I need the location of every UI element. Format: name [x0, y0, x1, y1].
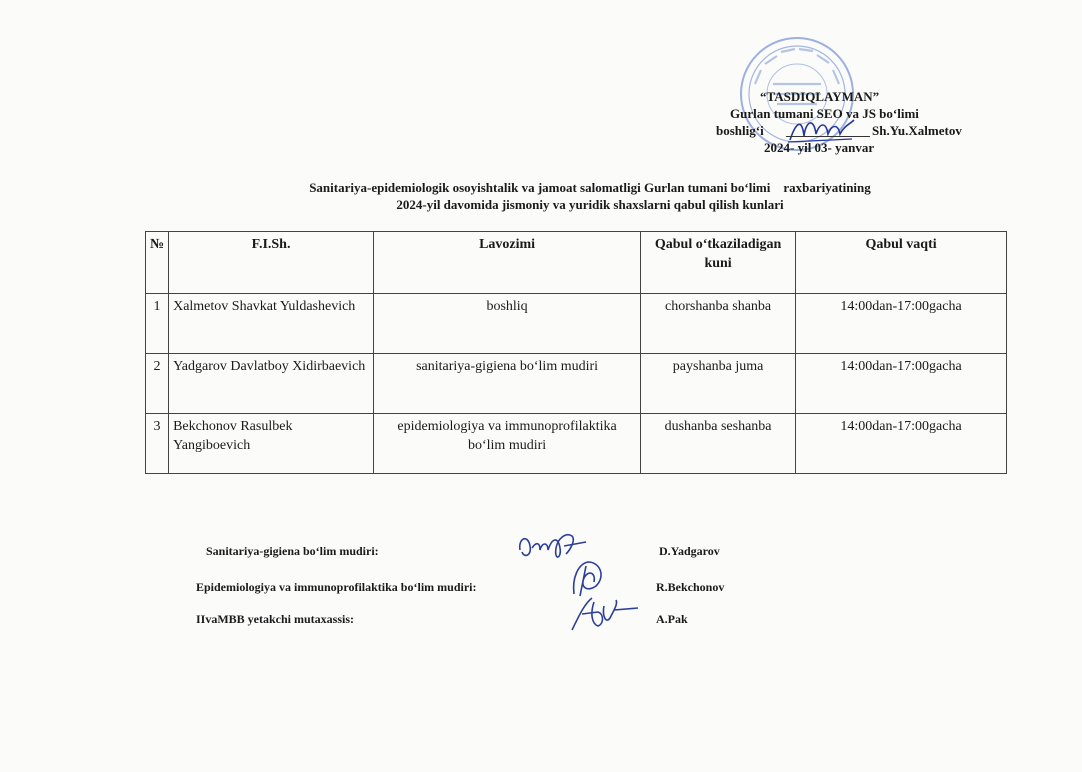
approval-heading: “TASDIQLAYMAN” — [760, 89, 880, 104]
signature-role: Sanitariya-gigiena bo‘lim mudiri: — [206, 544, 379, 558]
row-name: Yadgarov Davlatboy Xidirbaevich — [169, 354, 374, 414]
handwritten-signature-2 — [566, 558, 610, 598]
title-line-1: Sanitariya-epidemiologik osoyishtalik va jamoat salomatligi Gurlan tumani bo‘limi raxbariyatining — [309, 180, 871, 195]
row-number: 3 — [146, 414, 169, 474]
header-position: Lavozimi — [374, 232, 641, 294]
approval-role: boshlig‘i — [716, 123, 764, 138]
row-position: boshliq — [374, 294, 641, 354]
header-fullname: F.I.Sh. — [169, 232, 374, 294]
row-name: Bekchonov Rasulbek Yangiboevich — [169, 414, 374, 474]
signature-name: A.Pak — [656, 612, 688, 626]
row-position: epidemiologiya va immunoprofilaktika bo‘lim mudiri — [374, 414, 641, 474]
header-number: № — [146, 232, 169, 294]
row-name: Xalmetov Shavkat Yuldashevich — [169, 294, 374, 354]
row-time: 14:00dan-17:00gacha — [796, 414, 1007, 474]
header-reception-time: Qabul vaqti — [796, 232, 1007, 294]
handwritten-signature-3 — [568, 594, 640, 634]
signature-role: IIvaMBB yetakchi mutaxassis: — [196, 612, 355, 626]
row-time: 14:00dan-17:00gacha — [796, 294, 1007, 354]
title-line-2: 2024-yil davomida jismoniy va yuridik shaxslarni qabul qilish kunlari — [396, 197, 784, 212]
row-days: payshanba juma — [641, 354, 796, 414]
approval-org: Gurlan tumani SEO va JS bo‘limi — [730, 106, 919, 121]
header-reception-day: Qabul o‘tkaziladigan kuni — [641, 232, 796, 294]
row-days: chorshanba shanba — [641, 294, 796, 354]
row-number: 1 — [146, 294, 169, 354]
row-position: sanitariya-gigiena bo‘lim mudiri — [374, 354, 641, 414]
signature-name: R.Bekchonov — [656, 580, 725, 594]
row-number: 2 — [146, 354, 169, 414]
row-time: 14:00dan-17:00gacha — [796, 354, 1007, 414]
approval-name: Sh.Yu.Xalmetov — [872, 123, 962, 138]
approval-date: 2024- yil 03- yanvar — [764, 140, 875, 155]
signature-role: Epidemiologiya va immunoprofilaktika bo‘lim mudiri: — [196, 580, 477, 594]
row-days: dushanba seshanba — [641, 414, 796, 474]
signature-name: D.Yadgarov — [659, 544, 720, 558]
